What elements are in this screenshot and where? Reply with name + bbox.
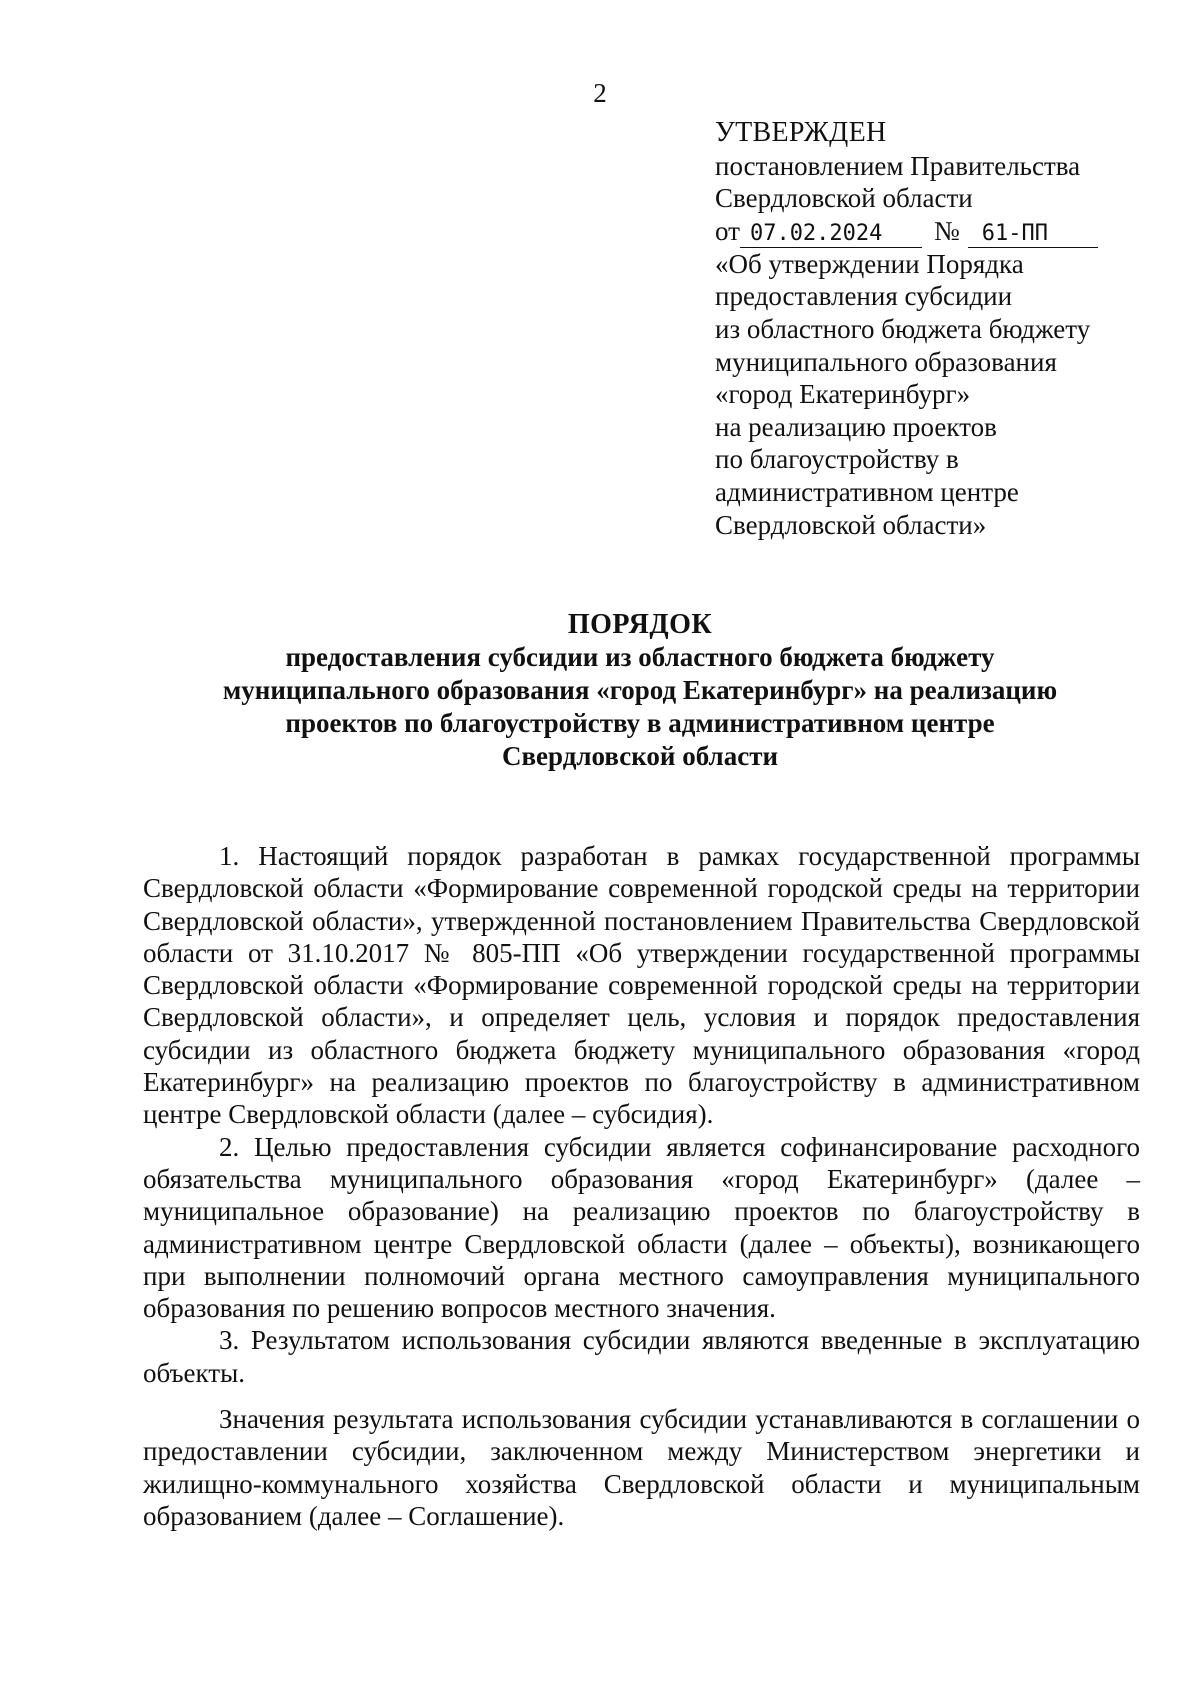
approved-heading: УТВЕРЖДЕН xyxy=(715,117,887,148)
resolution-date: 07.02.2024 xyxy=(740,221,922,248)
number-sign: № xyxy=(933,215,960,246)
resolution-title-line: административном центре xyxy=(715,476,1019,507)
resolution-title-line: на реализацию проектов xyxy=(715,411,997,442)
paragraph-3: 3. Результатом использования субсидии являются введенные в эксплуатацию объекты. xyxy=(143,1325,1140,1388)
paragraph-2: 2. Целью предоставления субсидии является софинансирование расходного обязательства муниципального образования «город Екатеринбург» (далее – муниципальное образование) на реализацию проектов по благоустройству в административном центре Свердловской области (далее – объекты), возникающего при выполнении полномочий органа местного самоуправления муниципального образования по решению вопросов местного значения. xyxy=(143,1131,1140,1324)
document-subtitle-line: проектов по благоустройству в административном центре xyxy=(285,708,995,738)
document-subtitle-line: предоставления субсидии из областного бюджета бюджету xyxy=(285,642,995,672)
resolution-title-line: из областного бюджета бюджету xyxy=(715,313,1091,344)
document-body xyxy=(143,840,1140,1532)
document-title-main: ПОРЯДОК xyxy=(567,609,713,640)
document-subtitle-line: муниципального образования «город Екатеринбург» на реализацию xyxy=(222,675,1058,705)
approval-line-1: постановлением Правительства xyxy=(715,150,1081,181)
approval-stamp-block xyxy=(715,117,1185,541)
paragraph-4: Значения результата использования субсидии устанавливаются в соглашении о предоставлении субсидии, заключенном между Министерством энергетики и жилищно-коммунального хозяйства Свердловской области и муниципальным образованием (далее – Соглашение). xyxy=(143,1404,1140,1531)
document-subtitle-line: Свердловской области xyxy=(501,741,779,771)
resolution-title-line: муниципального образования xyxy=(715,346,1057,377)
resolution-title-line: предоставления субсидии xyxy=(715,281,1013,312)
document-title xyxy=(140,608,1140,773)
resolution-number: 61-ПП xyxy=(968,221,1098,248)
paragraph-1: 1. Настоящий порядок разработан в рамках государственной программы Свердловской области «Формирование современной городской среды на территории Свердловской области», утвержденной постановлением Правительства Свердловской области от 31.10.2017 № 805-ПП «Об утверждении государственной программы Свердловской области «Формирование современной городской среды на территории Свердловской области», и определяет цель, условия и порядок предоставления субсидии из областного бюджета бюджету муниципального образования «город Екатеринбург» на реализацию проектов по благоустройству в административном центре Свердловской области (далее – субсидия). xyxy=(143,841,1140,1130)
resolution-title-line: «город Екатеринбург» xyxy=(715,379,971,410)
resolution-title-line: по благоустройству в xyxy=(715,444,959,475)
approval-date-row xyxy=(715,215,1185,248)
resolution-title-line: Свердловской области» xyxy=(715,509,987,540)
date-prefix: от xyxy=(715,215,740,246)
page-number: 2 xyxy=(593,78,607,108)
approval-line-2: Свердловской области xyxy=(715,183,973,214)
resolution-title-line: «Об утверждении Порядка xyxy=(715,248,1024,279)
